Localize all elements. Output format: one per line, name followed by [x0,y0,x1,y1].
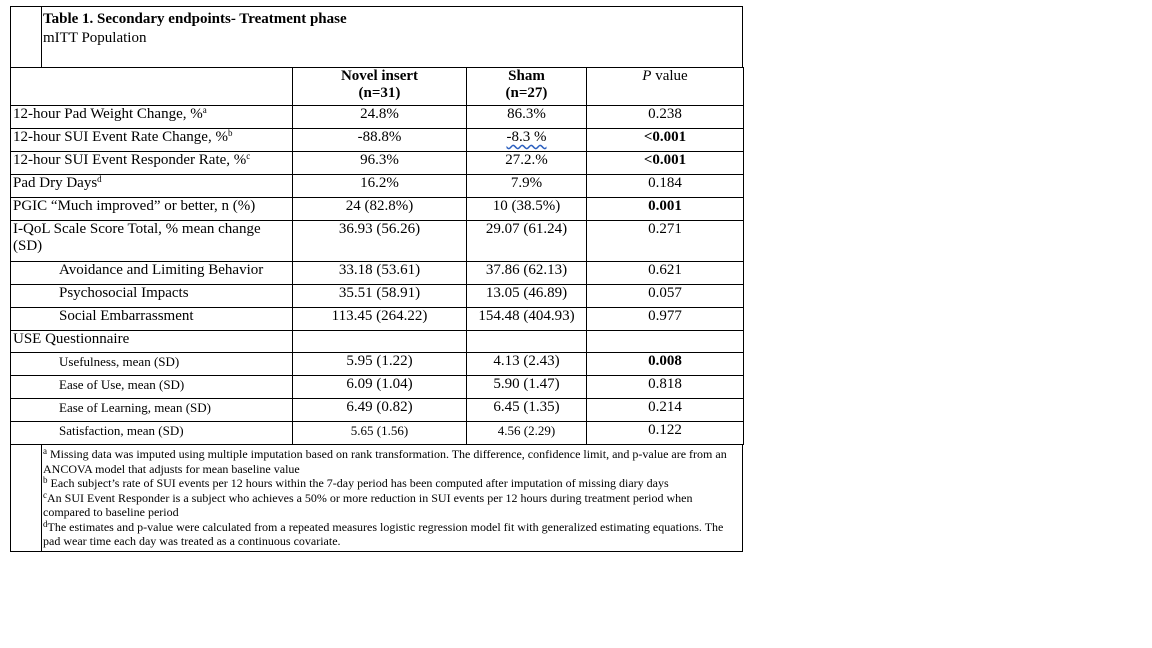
p-value: 0.008 [587,353,744,376]
novel-value: 16.2% [293,175,467,198]
header-novel-label: Novel insert [340,68,419,84]
row-label: USE Questionnaire [11,331,293,353]
table-row [11,331,744,353]
footnote-a: $^a$ Missing data was imputed using multiple imputation based on rank transformation. The difference, confidence limit, and p-value are from an ANCOVA model that adjusts for mean baseline value [43,446,727,476]
footnotes-block [10,445,743,552]
empty-cell [467,331,587,353]
table-row [11,308,744,331]
table-row [11,106,744,129]
sham-value: 29.07 (61.24) [467,221,587,262]
sham-value: 7.9% [467,175,587,198]
row-label: 12-hour SUI Event Rate Change, %$^b$ [11,129,293,152]
row-label: Satisfaction, mean (SD) [11,422,293,445]
table-row [11,152,744,175]
novel-value: 5.95 (1.22) [293,353,467,376]
row-label: 12-hour SUI Event Responder Rate, %$^c$ [11,152,293,175]
header-p-italic: P [642,68,652,84]
p-value: 0.977 [587,308,744,331]
p-value: 0.057 [587,285,744,308]
header-novel-n: (n=31) [358,85,401,101]
row-label: I-QoL Scale Score Total, % mean change (SD) [11,221,293,262]
header-sham [467,68,587,106]
novel-value: 96.3% [293,152,467,175]
row-label: Psychosocial Impacts [11,285,293,308]
novel-value: 33.18 (53.61) [293,262,467,285]
footnote-c: $^c$An SUI Event Responder is a subject who achieves a 50% or more reduction in SUI events per 12 hours during treatment period when compared to baseline period [43,489,693,519]
sham-value: 6.45 (1.35) [467,399,587,422]
sham-value: 13.05 (46.89) [467,285,587,308]
table-row [11,285,744,308]
sham-value: 4.13 (2.43) [467,353,587,376]
row-label: Pad Dry Days$^d$ [11,175,293,198]
novel-value: 35.51 (58.91) [293,285,467,308]
table-row [11,129,744,152]
row-label: Usefulness, mean (SD) [11,353,293,376]
novel-value: 5.65 (1.56) [293,422,467,445]
novel-value: 24.8% [293,106,467,129]
header-empty-cell [11,68,293,106]
sham-value: 5.90 (1.47) [467,376,587,399]
table-row [11,175,744,198]
p-value: 0.271 [587,221,744,262]
row-label: Ease of Learning, mean (SD) [11,399,293,422]
table-row [11,399,744,422]
table-row [11,376,744,399]
endpoints-table [10,67,744,445]
p-value: 0.001 [587,198,744,221]
sham-value: 4.56 (2.29) [467,422,587,445]
p-value: 0.818 [587,376,744,399]
table-header-row [11,68,744,106]
novel-value: 113.45 (264.22) [293,308,467,331]
sham-value: 86.3% [467,106,587,129]
p-value: 0.214 [587,399,744,422]
sham-value: 154.48 (404.93) [467,308,587,331]
header-p-value [587,68,744,106]
table-row [11,422,744,445]
table-row [11,353,744,376]
header-novel [293,68,467,106]
novel-value: 36.93 (56.26) [293,221,467,262]
table-row [11,262,744,285]
p-value: 0.122 [587,422,744,445]
row-label: Social Embarrassment [11,308,293,331]
p-value: <0.001 [587,152,744,175]
empty-cell [293,331,467,353]
table-title: Table 1. Secondary endpoints- Treatment phase [43,11,347,27]
empty-cell [587,331,744,353]
novel-value: 6.09 (1.04) [293,376,467,399]
row-label: 12-hour Pad Weight Change, %$^a$ [11,106,293,129]
table-title-block [10,6,743,68]
footnote-gutter-cell [11,445,42,551]
sham-value: -8.3 % [467,129,587,152]
table-population: mITT Population [43,30,147,46]
sham-value: 10 (38.5%) [467,198,587,221]
p-value: <0.001 [587,129,744,152]
p-value: 0.184 [587,175,744,198]
row-label: PGIC “Much improved” or better, n (%) [11,198,293,221]
p-value: 0.238 [587,106,744,129]
row-label: Ease of Use, mean (SD) [11,376,293,399]
row-label: Avoidance and Limiting Behavior [11,262,293,285]
header-sham-n: (n=27) [505,85,548,101]
p-value: 0.621 [587,262,744,285]
document-table [10,6,743,552]
novel-value: -88.8% [293,129,467,152]
title-gutter-cell [11,7,42,67]
footnotes [43,447,736,549]
sham-value: 37.86 (62.13) [467,262,587,285]
footnote-b: $^b$ Each subject’s rate of SUI events per 12 hours within the 7-day period has been computed after imputation of missing diary days [43,475,669,490]
novel-value: 6.49 (0.82) [293,399,467,422]
header-p-rest: value [651,68,688,84]
table-row [11,221,744,262]
sham-value: 27.2.% [467,152,587,175]
table-row [11,198,744,221]
novel-value: 24 (82.8%) [293,198,467,221]
footnote-d: $^d$The estimates and p-value were calculated from a repeated measures logistic regression model fit with generalized estimating equations. The pad wear time each day was treated as a continuous covariate. [43,518,724,548]
header-sham-label: Sham [508,68,545,84]
